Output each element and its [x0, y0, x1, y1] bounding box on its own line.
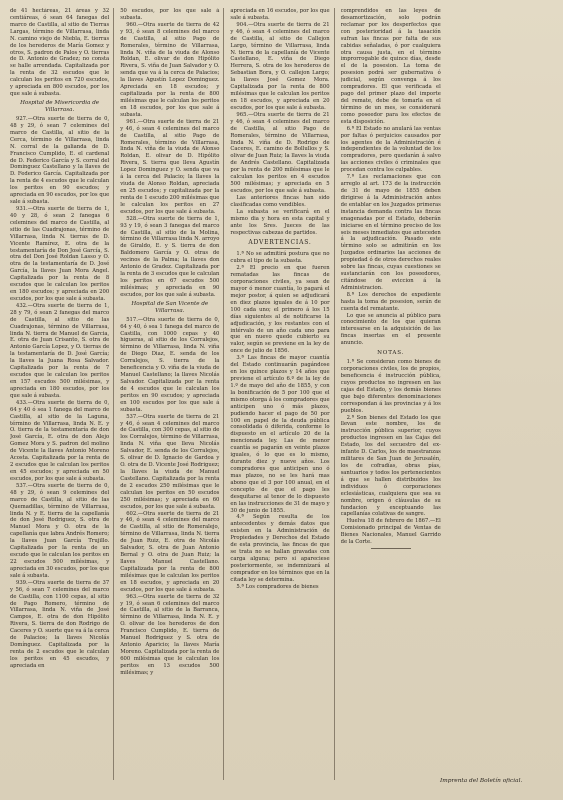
paragraph: 2.ª Son bienes del Estado los que llevan este nombre, los de instrucción pública superior, cuyos productos ingresen en las Cajas del Estado, los del secuestro del ex-infante D. Carlos, los de maestranzas militares de San Juan de Jerusalén, los de cofradías, obras pías, santuarios y todos los pertenecientes á que se hallen distribuidos los individuos ó corporaciones eclesiásticas, cualquiera que sea su nombre, origen ó cláusulas de su fundacion y exceptuando las capellanías colativas de sangre. [340, 414, 441, 518]
paragraph: 3.ª Las fincas de mayor cuantía del Estado continuarán pagándose en los quince plazos y 14 años que previene el artículo 6.º de la ley de 1.º de mayo del año de 1855, y con la bonificación de 5 por 100 que el mismo otorga á los compradores que anticipen uno ó más plazos, pudiendo hacer el pago de 50 por 100 en papel de la deuda pública consolidada ó diferida, conforme lo dispuesto en el artículo 20 de la mencionada ley. Las de menor cuantía se pagarán en veinte plazos iguales, ó lo que es lo mismo, durante diez y nueve años. Los compradores que anticipen uno ó mas plazos, no se les hará mas abono que el 3 por 100 anual, en el concepto de que el pago les desquitarse al tenor de lo dispuesto en las instrucciones de 31 de mayo y 30 de junio de 1855. [230, 355, 330, 514]
text-columns [10, 8, 555, 780]
paragraph: 1.ª No se admitirá postura que no cubra el tipo de la subasta. [230, 251, 330, 265]
paragraph: 8.ª Los derechos de expediente hasta la toma de posesion, serán de cuenta del rematante. [340, 291, 441, 312]
paragraph: 927.—Otra suerte de tierra de 0, 48 y 29, ó sean 7 celemines del marco de Castilla, al sitio de la Cerca, término de Villarrasa, linda N. corral de la galianda de D. Francisco Cumplido, E. el cardenal de D. Federico García y S. corral del Dominguez Castellano y la llaves de D. Federico García. Capitalizada por la renta de 4 escudos que le calculan los peritos en 90 escudos; y apreciada en 90 escudos, por los que sale á subasta. [10, 115, 110, 206]
paragraph: de 41 hectáreas, 21 áreas y 32 centiáreas, ó sean 64 fanegas del marco de Castilla, al sitio de Tierras Largas, término de Villarrasa, linda N. camino viejo de Niebla, E. tierras de los herederos de María Gomez y otros, S. padron de Palos y O. tierras de D. Antonio de Gradez; no consta se halle arrendada. Capitalizada por la renta de 32 escudos que le calculan los peritos en 720 escudos, y apreciada en 800 escudos, por los que sale á subasta. [10, 8, 110, 98]
paragraph: 961.—Otra suerte de tierra de 21 y 46, ó sean 4 celemines del marco de Castilla, al sitio Pago de Romerales, término de Villarrasa, linda N. viña de la viuda de Alonso Roldan, E. olivar de D. Hipólito Rivera, S. tierra que lleva Agustín Lopez Dominguez y O. senda que va á la cerca del Palacio; la llaves la viuda de Alonso Roldan, apreciada en 25 escudos; y capitalizada por la renta de 1 escudo 200 milésimas que le calculan los peritos en 27 escudos, por los que sale á subasta. [120, 118, 220, 215]
paragraph: 432.—Otra suerte de tierra de 1, 28 y 79, ó sean 2 fanegas del marco de Castilla, al sitio de las Cuadrajonas, término de Villarrasa, linda N. tierra de Manuel de Garcia, E. otra de Juan Crisanto, S. otra de Antonio García Lopez, y O. tierras de la testamentaría de D. José García; la llaves la Juana Rosa Salvador. Capitalizada por la renta de 7 escudos que le calculan los peritos en 157 escudos 500 milésimas, y apreciada en 180 escudos, por los que sale á subasta. [10, 302, 110, 399]
paragraph: Las anteriores fincas han sido clasificadas como vendibles. [230, 194, 330, 208]
paragraph: 5.ª Los compradores de bienes [236, 583, 319, 590]
column-4 [341, 8, 445, 780]
paragraph: 537.—Otra suerte de tierra de 0, 48 y 29, ó sean 9 celemines del marco de Castilla, al sitio de las Quemadillas, término de Villarrasa, linda N. y E. tierra de la capellanía de don José Rodriguez, S. otra de Manuel Mora y O. otra de la capellanía que labra Andrés Romero; la llaves Juan García Trujillo. Capitalizada por la renta de un escudo que le calculan los peritos en 22 escudos 500 milésimas, y apreciada en 30 escudos, por los que sale á subasta. [10, 482, 110, 579]
paragraph: 528.—Otra suerte de tierra de 1, 93 y 19, ó sean 3 fanegas del marco de Castilla, al sitio de la Molina, término de Villarrasa linda N. arroyo de Giraldo, E. y S. tierra de don Baldomero García y O. otras de vecinos de la Palma; la llaves don Antonio de Gradez. Capitalizada por la renta de 3 escudos que le calculan los peritos en 67 escudos 500 milésimas; y apreciada en 90 escudos, por los que sale á subasta. [120, 215, 220, 298]
paragraph: apreciada en 16 escudos, por los que sale á subasta. [230, 8, 330, 21]
column-1 [10, 8, 114, 780]
section-title: NOTAS. [377, 350, 405, 357]
paragraph: 904.—Otra suerte de tierra de 21 y 46, ó sean 4 celemines del marco de Castilla, al sitio de Callejon Largo, término de Villarrasa, linda N. tierra de la capellanía de Vicente Castellano, E. viña de Diego Herrera, S. otra de los herederos de Sebastian Bora, y O. callejon Largo; la llaves José Gomez Mora. Capitalizada por la renta de 800 milésimas que le calculan los peritos en 18 escudos, y apreciada en 20 escudos, por los que sale á subasta. [230, 21, 330, 111]
section-heading: Hospital de San Vicente de Villarrasa. [131, 300, 209, 314]
paragraph: La subasta se verificará en el mismo dia y hora en esta capital y ante los Sres. Jueces de las respectivas cabezas de partidos. [230, 208, 330, 236]
divider-rule [260, 248, 300, 249]
paragraph: Lo que se anuncia al público para conocimiento de los que quieran interesarse en la adquisición de las fincas insertas en el presente anuncio. [340, 312, 441, 347]
paragraph: 6.ª El Estado no anulará las ventas por faltas ó perjuicios causados por los agentes de la Administración é independientes de la voluntad de los compradores, pero quedarán á salvo las acciones civiles ó criminales que procedan contra los culpables. [340, 125, 441, 174]
section-title: ADVERTENCIAS. [248, 239, 312, 247]
paragraph: 537.—Otra suerte de tierra de 21 y 46, ó sean 4 celemines del marco de Castilla, con 300 cepas, al sitio de los Corralejos, término de Villarrasa, linda N. viña que lleva Nicolás Salvador, E. senda de los Corralejos, S. olivar de D. Ignacio de Gardoa y O. otra de D. Vicente José Rodriguez; la llaves la viuda de Manuel Castellano. Capitalizada por la renta de 2 escudos 250 milésimas que le calculan los peritos en 50 escudos 250 milésimas; y apreciada en 60 escudos, por los que sale á subasta. [120, 413, 220, 510]
paragraph: 1.ª Se consideran como bienes de corporaciones civiles, los de propios, beneficencia é instrucción pública, cuyos productos no ingresen en las cajas del Estado, y los demás bienes que bajo diferentes denominaciones correspondan á las provincias y á los pueblos. [340, 359, 441, 414]
paragraph: 433.—Otra suerte de tierra de 0, 64 y 40 ó sea 1 fanega del marco de Castilla, al sitio de la Laguna, término de Villarrasa, linda N. E. y O. tierra de la testamentaría de don José García, E. otra de don Alejo Gomez Mora y S. padron del molino de Vicente la llaves Antonio Moreno Acosta. Capitalizada por la renta de 2 escudos que le calculan los peritos en 45 escudos; y apreciada en 50 escudos, por los que sale á subasta. [10, 399, 110, 482]
imprint-line: Imprenta del Boletín oficial. [440, 778, 523, 784]
paragraph: 939.—Otra suerte de tierra de 37 y 56, ó sean 7 celemines del marco de Castilla, con 1100 cepas, al sitio de Pago Romero, término de Villarrasa, linda N. viña de José Campos, E. otra de don Hipólito Rivera, S. tierra de don Rodrigo de Caceres y O. suerte que va á la cerca de Palacios; la llaves Nicolás Domínguez. Capitalizada por la renta de 2 escudos que le calculan los peritos en 45 escudos, y apreciada en [10, 579, 110, 669]
column-2 [120, 8, 224, 780]
paragraph: 2.ª El precio en que fueren rematadas las fincas de corporaciones civiles, ya sean de mayor ó menor cuantía, lo pagará el mejor postor, á quien se adjudicará en diez plazos iguales de á 10 por 100 cada uno; el primero á los 15 días siguientes al de notificarse la adjudicación, y los restantes con el intérvalo de un año cada uno para que en nuevo quede cubierto su valor, según se previene en la ley de once de julio de 1856. [230, 265, 330, 355]
paragraph: 965.—Otra suerte de tierra de 21 y 46, ó sean 4 celemines del marco de Castilla, al sitio Pago de Romerales, término de Villarrasa, linda N. viña de D. Rodrigo de Caceres, E. camino de Bollullos y S. olivar de Juan Ruiz; la llaves la viuda de Andrés Castellano. Capitalizada por la renta de 200 milésimas que le calculan los peritos en 4 escudos 500 milésimas; y apreciada en 5 escudos, por los que sale á subasta. [230, 111, 330, 194]
paragraph: 960.—Otra suerte de tierra de 42 y 93, ó sean 8 celemines del marco de Castilla, al sitio Pago de Romerales, término de Villarrasa, linda N. viña de la viuda de Alonso Roldan, E. olivar de don Hipólito Rivera, S. viña de Juan Salvador y O. senda que va á la cerca de Palacios; la llaves Agustín Lopez Dominguez. Apreciada en 18 escudos; y capitalizada por la renta de 800 milésimas que le calculan los peritos en 18 escudos, por los que sale á subasta. [120, 21, 220, 118]
divider-rule [371, 548, 411, 549]
paragraph: 50 escudos, por los que sale á subasta. [120, 8, 220, 21]
paragraph: 517.—Otra suerte de tierra de 0, 64 y 40, ó sea 1 fanega del marco de Castilla, con 1000 cepas y 40 higueras, al sitio de los Corralejos, término de Villarrasa, linda N. viña de Diego Diaz, E. senda de los Corralejos, S. tierra de la beneficencia y O. viña de la viuda de Manuel Castellano; la llaves Nicolás Salvador. Capitalizada por la renta de 4 escudos que le calculan los peritos en 90 escudos; y apreciada en 100 escudos por los que sale á subasta. [120, 316, 220, 413]
paragraph: Huelva 18 de febrero de 1867.—El Comisionado principal de Ventas de Bienes Nacionales, Manuel Garrido de la Corte. [340, 518, 441, 546]
paragraph: 963.—Otra suerte de tierra de 32 y 19, ó sean 6 celemines del marco de Castilla, al sitio de la Barranca, término de Villarrasa, linda N. E. y O. olivar de los herederos de don Francisco Cumplido, E. tierra de Manuel Rodriguez y S. otra de Antonio Aparicio; la llaves María Moreno. Capitalizada por la renta de 600 milésimas que le calculan los peritos en 13 escudos 500 milésimas; y [120, 593, 220, 676]
paragraph: 7.ª Les reclamaciones que con arreglo al art. 173 de la instrucción de 31 de mayo de 1855 deben dirigirse á la Administración antes de entablar en los Juzgados primeras instancia demanda contra las fincas enagenadas por el Estado, deberán iniciarse en el término preciso de los seis meses inmediatos que anteceden á la adjudicación. Pasado este término solo se admitirán en los Juzgados ordinarios las acciones de propiedad ó de otros derechos reales sobre las fincas, cuyas cuestiones se sustanciarán con los poseedores, citándose de eviccion á la Administracion. [340, 174, 441, 291]
section-heading: Hospital de Misericordia de Villarrasa. [20, 99, 100, 113]
paragraph: 931.—Otra suerte de tierra de 1, 40 y 28, ó sean 2 fanegas 6 celemines del marco de Castilla, al sitio de las Cuadrajonas, término de Villarrasa, linda N. tierras de D. Vicente Ramírez, E. otra de la testamentaría de Don José García, S. otra del Don José Roldan Lasso y O. otra de la testamentaría de D. José García, la llaves Juan Mora Angel. Capitalizada por la renta de 8 escudos que le calculan los peritos en 180 escudos; y apreciada en 200 escudos, por los que sale á subasta. [10, 205, 110, 302]
paragraph: 4.ª Según resulta de los antecedentes y demás datos que existen en la Administración de Propiedades y Derechos del Estado de esta provincia, las fincas de que se trata no se hallan gravadas con carga alguna; pero si apareciese posteriormente, se indemnizará al comprador en los términos que en la citada ley se determina. [230, 514, 330, 583]
column-3 [230, 8, 334, 780]
paragraph: 602.—Otra suerte de tierra de 21 y 46, ó sean 4 celemines del marco de Castilla, al sitio de Romeralejo, término de Villarrasa, linda N. tierra de Juan Ruiz, E. otra de Nicolás Salvador, S. otra de Juan Antonio Bernal y O. otra de Juan Ruiz; la llaves Manuel Castellano. Capitalizada por la renta de 800 milésimas que le calculan los peritos en 18 escudos, y apreciada en 20 escudos, por los que sale á subasta. [120, 510, 220, 593]
paragraph: comprendidos en las leyes de desamortización, solo podrán reclamar por los desperfectos que con posterioridad á la tasación sufran las fincas por falta de sus cabidas señaladas, ó por cualquiera otra causa justa, en el término improrrogable de quince días, desde el de la posesion. La toma de posesion podrá ser gubernativa ó judicial, según convenga á los compradores. El que verificada el pago del primer plazo del importe del remate, debe de tomarla en el término de un mes, se considerará como poseedor para los efectos de esta disposición. [340, 8, 441, 125]
